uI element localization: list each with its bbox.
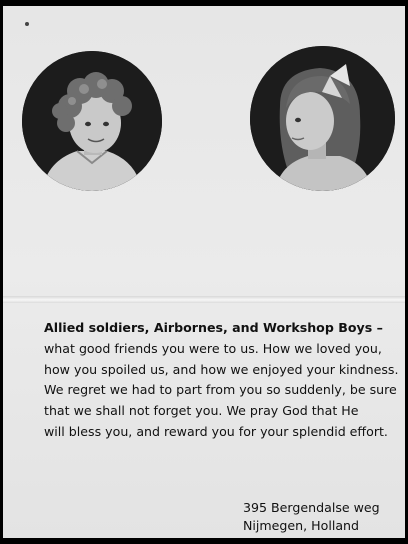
boy-portrait-image — [22, 51, 162, 191]
girl-portrait-image — [250, 46, 395, 191]
address-city: Nijmegen, Holland — [243, 518, 360, 533]
paper-fold-line — [3, 296, 405, 303]
letter-line-1: what good friends you were to us. How we loved you, — [44, 340, 382, 356]
letter-line-5: will bless you, and reward you for your splendid effort. — [44, 423, 388, 439]
left-portrait-photo — [22, 51, 162, 191]
paper-speck — [25, 22, 29, 26]
printed-card — [3, 6, 405, 538]
letter-heading: Allied soldiers, Airbornes, and Workshop Boys – — [44, 320, 383, 335]
address-street: 395 Bergendalse weg — [243, 500, 380, 515]
right-portrait-photo — [250, 46, 395, 191]
letter-text — [44, 318, 399, 443]
letter-line-4: that we shall not forget you. We pray God that He — [44, 403, 359, 419]
letter-line-3: We regret we had to part from you so suddenly, be sure — [44, 382, 397, 398]
letter-line-2: how you spoiled us, and how we enjoyed your kindness. — [44, 361, 399, 377]
sender-address — [243, 499, 380, 535]
